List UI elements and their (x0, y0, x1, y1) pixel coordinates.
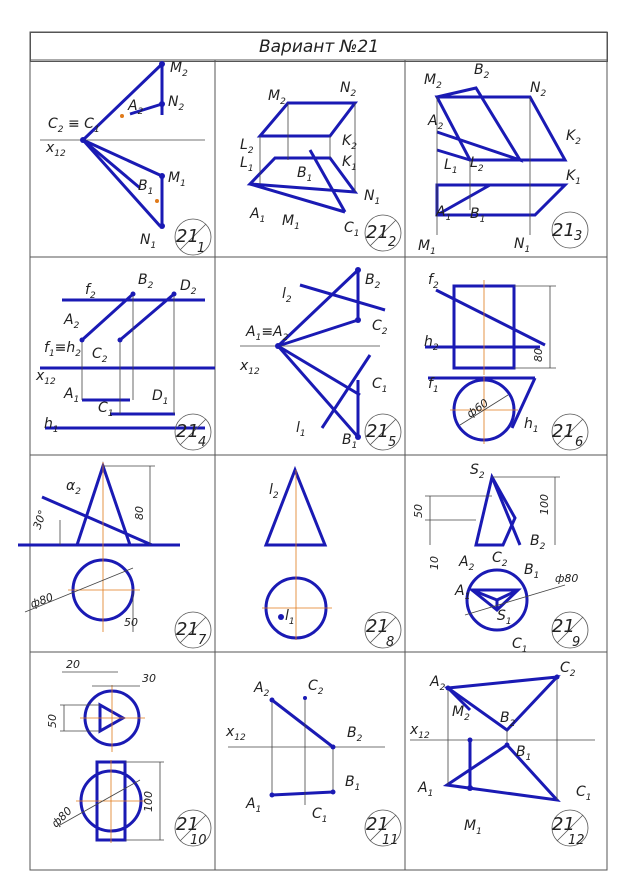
stamp-7 (175, 612, 211, 648)
svg-text:A1: $A_1$ (455, 583, 471, 602)
svg-text:21: 21 (366, 222, 389, 243)
stamp-1 (175, 219, 211, 256)
svg-text:N1: $N_1$ (140, 232, 157, 251)
svg-text:C2: $C_2$ (308, 678, 324, 697)
svg-text:C1: $C_1$ (512, 636, 528, 655)
svg-text:30: 30 (142, 672, 156, 685)
svg-text:B1: $B_1$ (138, 178, 154, 197)
svg-text:11: 11 (382, 833, 399, 848)
svg-text:100: 100 (538, 494, 551, 515)
sheet-title: Вариант №21 (30, 32, 608, 62)
svg-text:l2: $l_2$ (282, 286, 292, 305)
svg-text:B2: $B_2$ (365, 272, 381, 291)
svg-text:100: 100 (142, 791, 155, 812)
svg-text:D1: $D_1$ (152, 388, 169, 407)
cell-11 (272, 700, 333, 795)
svg-text:M1: $M_1$ (418, 238, 436, 257)
svg-text:h1: $h_1$ (524, 416, 539, 435)
svg-text:6: 6 (575, 435, 584, 450)
svg-text:A1: $A_1$ (246, 796, 262, 815)
svg-text:B1: $B_1$ (524, 562, 540, 581)
svg-text:A1≡A2: $A_1\equiv A_2$ (246, 324, 289, 343)
stamp-3 (552, 212, 588, 248)
svg-text:L1: $L_1$ (240, 155, 254, 174)
svg-text:B2: $B_2$ (530, 533, 546, 552)
svg-text:x12: $x_{12}$ (410, 722, 430, 741)
svg-text:B1: $B_1$ (345, 774, 361, 793)
svg-text:C2: $C_2$ (492, 550, 508, 569)
svg-text:21: 21 (552, 421, 575, 442)
svg-text:21: 21 (176, 226, 199, 247)
svg-text:K2: $K_2$ (342, 133, 357, 152)
svg-text:12: 12 (568, 833, 585, 848)
svg-text:x12: $x_{12}$ (46, 140, 66, 159)
svg-text:x12: $x_{12}$ (36, 368, 56, 387)
svg-text:A2: $A_2$ (254, 680, 270, 699)
svg-text:C1: $C_1$ (372, 376, 388, 395)
stamp-9 (552, 612, 588, 650)
svg-text:B1: $B_1$ (342, 432, 358, 451)
svg-text:N1: $N_1$ (514, 236, 531, 255)
stamp-10 (175, 810, 211, 848)
stamp-12 (552, 810, 588, 848)
svg-text:50: 50 (412, 504, 425, 518)
svg-text:M1: $M_1$ (282, 213, 300, 232)
svg-text:l1: $l_1$ (285, 608, 295, 627)
svg-text:21: 21 (176, 814, 199, 835)
svg-text:C2: $C_2$ (372, 318, 388, 337)
svg-text:N1: $N_1$ (364, 188, 381, 207)
svg-text:K1: $K_1$ (342, 154, 357, 173)
svg-text:A1: $A_1$ (250, 206, 266, 225)
svg-text:ф80: ф80 (28, 590, 56, 611)
svg-text:h1: $h_1$ (44, 416, 59, 435)
svg-text:N2: $N_2$ (340, 80, 357, 99)
svg-text:L2: $L_2$ (240, 137, 254, 156)
svg-text:21: 21 (176, 421, 199, 442)
svg-text:C1: $C_1$ (98, 400, 114, 419)
svg-text:h2: $h_2$ (424, 334, 439, 353)
svg-text:B1: $B_1$ (470, 206, 486, 225)
svg-text:2: 2 (388, 235, 397, 250)
svg-text:1: 1 (197, 241, 206, 256)
svg-text:B2: $B_2$ (347, 725, 363, 744)
stamp-6 (552, 414, 588, 450)
svg-text:M2: $M_2$ (452, 704, 470, 723)
stamp-5 (365, 414, 401, 450)
svg-text:5: 5 (388, 435, 397, 450)
svg-text:7: 7 (198, 633, 207, 648)
svg-text:N2: $N_2$ (530, 80, 547, 99)
svg-text:D2: $D_2$ (180, 278, 197, 297)
stamp-11 (365, 810, 401, 848)
stamp-2 (365, 215, 401, 251)
svg-text:α2: $\alpha_2$ (66, 478, 81, 497)
cell-12 (447, 677, 557, 800)
svg-text:C1: $C_1$ (344, 220, 360, 239)
svg-text:80: 80 (133, 506, 146, 520)
svg-text:K2: $K_2$ (566, 128, 581, 147)
svg-text:21: 21 (552, 220, 575, 241)
svg-text:21: 21 (366, 421, 389, 442)
svg-text:3: 3 (574, 229, 583, 244)
cell-6-center (450, 280, 518, 444)
svg-text:50: 50 (124, 616, 138, 629)
svg-text:8: 8 (386, 635, 395, 650)
cell-3 (437, 88, 565, 215)
svg-text:C1: $C_1$ (312, 806, 328, 825)
cell-1 (83, 64, 162, 226)
svg-text:B1: $B_1$ (297, 165, 313, 184)
svg-text:B2: $B_2$ (474, 62, 490, 81)
svg-text:B2: $B_2$ (500, 710, 516, 729)
svg-text:f2: $f_2$ (85, 282, 96, 301)
svg-text:ф60: ф60 (464, 396, 491, 421)
svg-text:80: 80 (532, 348, 545, 362)
svg-text:9: 9 (572, 635, 581, 650)
cell-2 (250, 103, 355, 212)
svg-text:21: 21 (176, 619, 199, 640)
svg-text:f1: $f_1$ (428, 376, 439, 395)
svg-text:f2: $f_2$ (428, 272, 439, 291)
svg-text:ф80: ф80 (555, 572, 579, 585)
svg-text:M2: $M_2$ (170, 60, 188, 79)
svg-text:l1: $l_1$ (296, 420, 306, 439)
svg-text:A1: $A_1$ (436, 204, 452, 223)
stamp-8 (365, 612, 401, 650)
svg-text:20: 20 (66, 658, 80, 671)
svg-text:A2: $A_2$ (64, 312, 80, 331)
svg-text:A2: $A_2$ (428, 113, 444, 132)
svg-text:K1: $K_1$ (566, 168, 581, 187)
svg-text:x12: $x_{12}$ (226, 724, 246, 743)
svg-text:A2: $A_2$ (430, 674, 446, 693)
svg-text:C2 ≡ C1: $C_2 \equiv C_1$ (48, 116, 100, 135)
svg-text:21: 21 (366, 616, 389, 637)
svg-text:4: 4 (198, 435, 207, 450)
svg-text:L1: $L_1$ (444, 157, 458, 176)
svg-text:M2: $M_2$ (268, 88, 286, 107)
svg-text:21: 21 (366, 814, 389, 835)
svg-text:B1: $B_1$ (516, 744, 532, 763)
svg-text:A1: $A_1$ (64, 386, 80, 405)
stamp-4 (175, 414, 211, 450)
svg-text:L2: $L_2$ (470, 155, 484, 174)
svg-text:S2: $S_2$ (470, 462, 485, 481)
svg-text:M1: $M_1$ (168, 170, 186, 189)
svg-text:30°: 30° (30, 508, 50, 532)
cell-5 (278, 270, 385, 437)
svg-text:C2: $C_2$ (92, 346, 108, 365)
svg-text:21: 21 (552, 616, 575, 637)
svg-text:B2: $B_2$ (138, 272, 154, 291)
svg-text:50: 50 (46, 714, 59, 728)
svg-text:S1: $S_1$ (497, 608, 512, 627)
cell-11-labels (225, 678, 363, 825)
svg-text:M1: $M_1$ (464, 818, 482, 837)
svg-text:10: 10 (428, 556, 441, 570)
svg-text:M2: $M_2$ (424, 72, 442, 91)
svg-text:21: 21 (552, 814, 575, 835)
svg-text:C1: $C_1$ (576, 784, 592, 803)
svg-text:A2: $A_2$ (128, 98, 144, 117)
svg-text:10: 10 (190, 833, 207, 848)
svg-text:C2: $C_2$ (560, 660, 576, 679)
svg-text:A1: $A_1$ (418, 780, 434, 799)
svg-text:f1≡h2: $f_1\equiv h_2$ (44, 340, 82, 359)
svg-text:ф80: ф80 (48, 804, 75, 831)
svg-text:A2: $A_2$ (459, 554, 475, 573)
svg-text:N2: $N_2$ (168, 94, 185, 113)
svg-text:l2: $l_2$ (269, 482, 279, 501)
svg-text:x12: $x_{12}$ (240, 358, 260, 377)
